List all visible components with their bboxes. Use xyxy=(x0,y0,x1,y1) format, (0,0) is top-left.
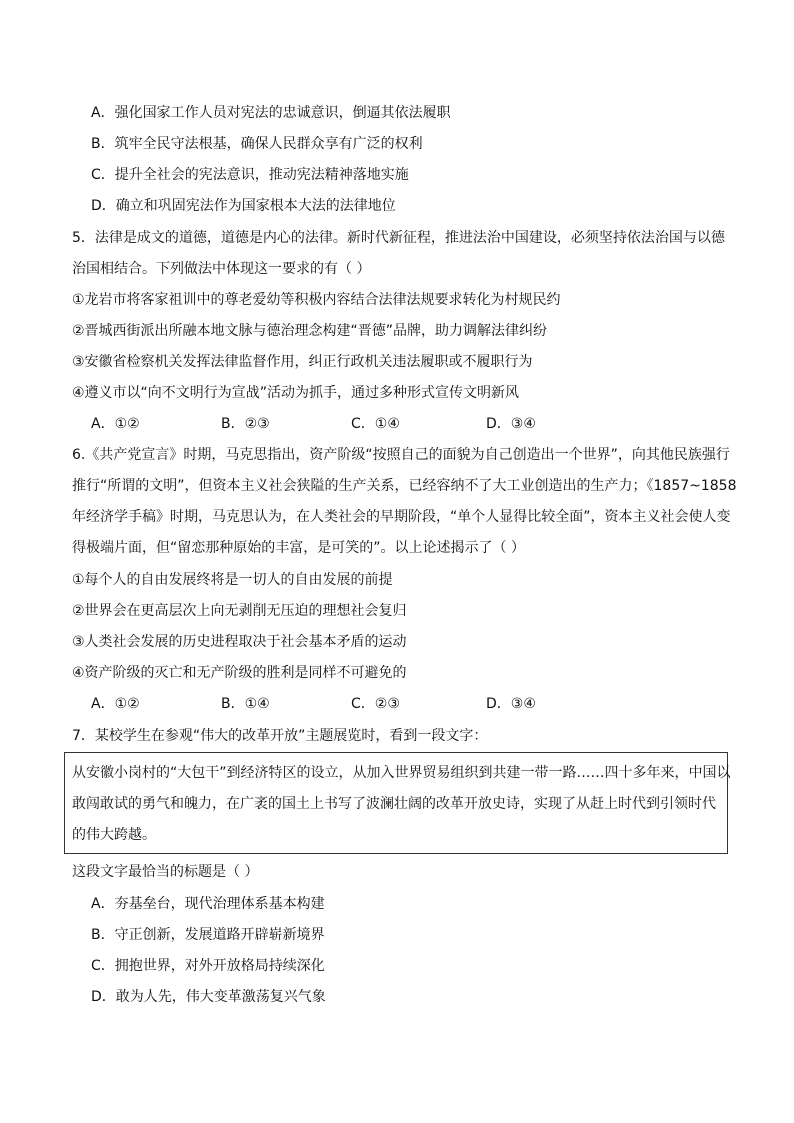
q6-stem-line-2: 推行“所谓的文明”，但资本主义社会狭隘的生产关系，已经容纳不了大工业创造出的生产力；《1857~1858 xyxy=(72,478,737,494)
q5-choice-b[interactable]: B．②③ xyxy=(221,416,270,432)
q6-choices xyxy=(91,694,571,714)
q6-statement-1: ①每个人的自由发展终将是一切人的自由发展的前提 xyxy=(72,572,393,588)
q4-option-b: B．筑牢全民守法根基，确保人民群众享有广泛的权利 xyxy=(91,136,423,152)
q6-choice-c[interactable]: C．②③ xyxy=(351,696,400,712)
q7-option-a[interactable]: A．夯基垒台，现代治理体系基本构建 xyxy=(91,896,325,912)
q6-choice-d[interactable]: D．③④ xyxy=(486,696,536,712)
q6-choice-b[interactable]: B．①④ xyxy=(221,696,270,712)
q5-statement-3: ③安徽省检察机关发挥法律监督作用，纠正行政机关违法履职或不履职行为 xyxy=(72,354,533,370)
q7-passage-line-1: 从安徽小岗村的“大包干”到经济特区的设立，从加入世界贸易组织到共建一带一路……四十多年来，中国以 xyxy=(72,765,731,781)
q5-choice-d[interactable]: D．③④ xyxy=(486,416,536,432)
q7-option-b[interactable]: B．守正创新，发展道路开辟崭新境界 xyxy=(91,927,325,943)
q4-option-c: C．提升全社会的宪法意识，推动宪法精神落地实施 xyxy=(91,167,409,183)
q5-choice-c[interactable]: C．①④ xyxy=(351,416,400,432)
q7-stem: 7．某校学生在参观“伟大的改革开放”主题展览时，看到一段文字： xyxy=(72,728,488,744)
q6-choice-a[interactable]: A．①② xyxy=(91,696,140,712)
q7-passage-line-3: 的伟大跨越。 xyxy=(72,827,156,843)
q7-passage-box xyxy=(64,752,731,854)
q4-option-a: A．强化国家工作人员对宪法的忠诚意识，倒逼其依法履职 xyxy=(91,105,451,121)
q6-statement-3: ③人类社会发展的历史进程取决于社会基本矛盾的运动 xyxy=(72,634,407,650)
q5-statement-4: ④遵义市以“向不文明行为宣战”活动为抓手，通过多种形式宣传文明新风 xyxy=(72,385,520,401)
q7-question: 这段文字最恰当的标题是（ ） xyxy=(72,864,259,880)
q7-passage-line-2: 敢闯敢试的勇气和魄力，在广袤的国土上书写了波澜壮阔的改革开放史诗，实现了从赶上时代到引领时代 xyxy=(72,796,716,812)
q5-stem-line-1: 5．法律是成文的道德，道德是内心的法律。新时代新征程，推进法治中国建设，必须坚持依法治国与以德 xyxy=(72,230,725,246)
q5-statement-1: ①龙岩市将客家祖训中的尊老爱幼等积极内容结合法律法规要求转化为村规民约 xyxy=(72,292,561,308)
q6-statement-2: ②世界会在更高层次上向无剥削无压迫的理想社会复归 xyxy=(72,603,407,619)
q5-choices xyxy=(91,414,571,434)
q5-statement-2: ②晋城西街派出所融本地文脉与德治理念构建“晋德”品牌，助力调解法律纠纷 xyxy=(72,323,548,339)
q7-option-d[interactable]: D．敢为人先，伟大变革激荡复兴气象 xyxy=(91,989,326,1005)
q6-stem-line-3: 年经济学手稿》时期，马克思认为，在人类社会的早期阶段，“单个人显得比较全面”，资本主义社会使人变 xyxy=(72,509,731,525)
q5-choice-a[interactable]: A．①② xyxy=(91,416,140,432)
q7-option-c[interactable]: C．拥抱世界，对外开放格局持续深化 xyxy=(91,958,325,974)
q6-stem-line-4: 得极端片面，但“留恋那种原始的丰富，是可笑的”。以上论述揭示了（ ） xyxy=(72,540,525,556)
q4-option-d: D．确立和巩固宪法作为国家根本大法的法律地位 xyxy=(91,198,396,214)
q6-stem-line-1: 6.《共产党宣言》时期，马克思指出，资产阶级“按照自己的面貌为自己创造出一个世界”，向其他民族强行 xyxy=(72,447,730,463)
q6-statement-4: ④资产阶级的灭亡和无产阶级的胜利是同样不可避免的 xyxy=(72,665,407,681)
q5-stem-line-2: 治国相结合。下列做法中体现这一要求的有（ ） xyxy=(72,261,371,277)
